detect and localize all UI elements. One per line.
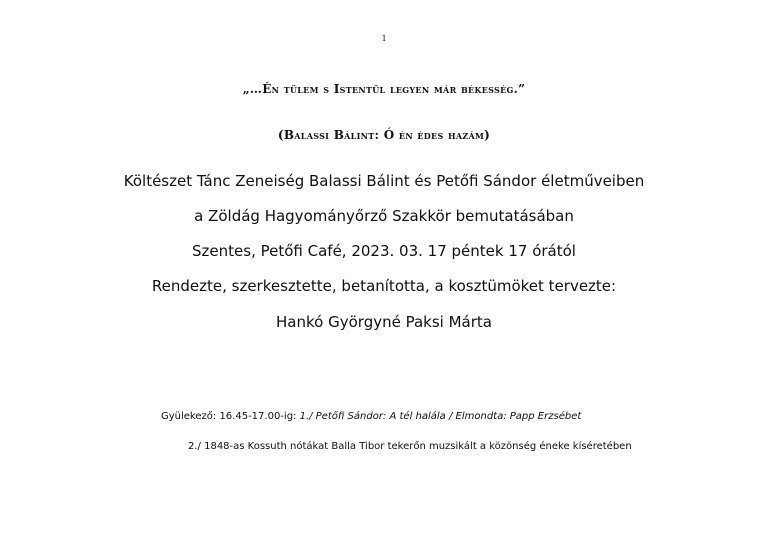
program-item-2-text: 2./ 1848-as Kossuth nótákat Balla Tibor tekerőn muzsikált a közönség éneke kíséretében — [188, 441, 632, 452]
motto-quote: „…Én tülem s Istentül legyen már békesség.” — [242, 82, 526, 96]
page-number: 1 — [381, 33, 387, 43]
motto-source: (Balassi Bálint: Ó én édes hazám) — [277, 128, 491, 142]
program-time: 16.45-17.00-ig: — [216, 411, 300, 422]
program-label: Gyülekező: — [161, 411, 217, 422]
event-presenter-line: a Zöldág Hagyományőrző Szakkör bemutatásában — [194, 207, 574, 225]
event-title-line: Költészet Tánc Zeneiség Balassi Bálint és Petőfi Sándor életműveiben — [123, 172, 645, 190]
event-director-line: Hankó Györgyné Paksi Márta — [276, 313, 492, 331]
program-item-1 — [161, 411, 581, 422]
event-credits-line: Rendezte, szerkesztette, betanította, a kosztümöket tervezte: — [151, 277, 617, 295]
program-item-2 — [188, 441, 632, 452]
event-location-line: Szentes, Petőfi Café, 2023. 03. 17 péntek 17 órától — [192, 242, 576, 260]
program-item-1-text: 1./ Petőfi Sándor: A tél halála / Elmondta: Papp Erzsébet — [299, 411, 582, 422]
